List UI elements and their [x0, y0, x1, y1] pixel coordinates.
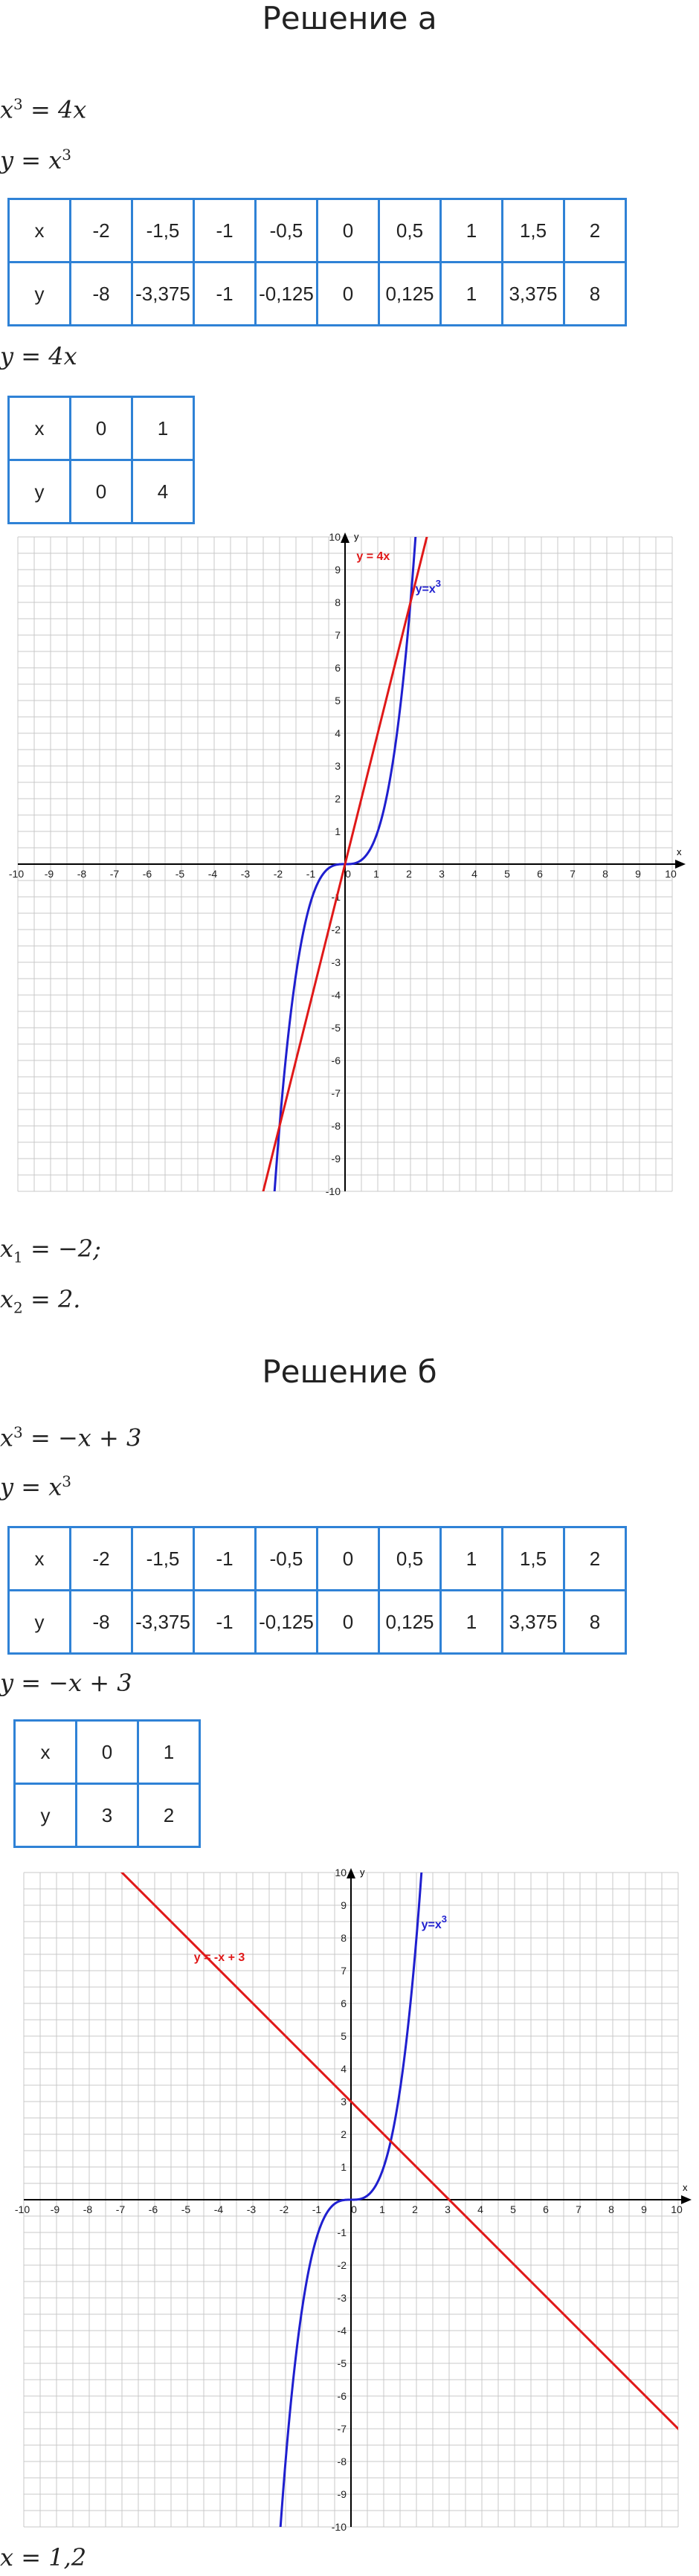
row-header-cell: x: [9, 199, 71, 263]
graph-part-a: [10, 529, 680, 1202]
function-linear-label-b: y = −x + 3: [0, 1669, 132, 1697]
table-row: [15, 1784, 200, 1847]
table-row: [9, 1527, 626, 1591]
x-tick-label: 4: [477, 2203, 483, 2215]
row-header-cell: y: [9, 460, 71, 524]
x-tick-label: -2: [279, 2203, 289, 2215]
y-tick-label: 7: [341, 1965, 347, 1977]
y-tick-label: -8: [337, 2456, 347, 2467]
table-cell: 1,5: [503, 199, 564, 263]
y-tick-label: 3: [335, 760, 341, 772]
x-tick-label: -6: [142, 868, 152, 880]
table-cell: 0: [318, 199, 379, 263]
y-tick-label: 1: [335, 825, 341, 837]
table-cell: -3,375: [132, 263, 194, 326]
table-cell: 0: [318, 1591, 379, 1654]
y-tick-label: 1: [341, 2161, 347, 2173]
table-cell: 0,125: [379, 1591, 441, 1654]
row-header-cell: x: [9, 1527, 71, 1591]
answer-x2-a: $x_2 = 2$.: [0, 1285, 81, 1317]
y-tick-label: 3: [341, 2096, 347, 2108]
x-tick-label: -10: [14, 2203, 30, 2215]
x-tick-label: 4: [471, 868, 477, 880]
y-axis-name: y: [360, 1867, 365, 1878]
table-row: [9, 1591, 626, 1654]
y-tick-label: -7: [337, 2423, 347, 2435]
table-cell: -3,375: [132, 1591, 194, 1654]
y-tick-label: -10: [325, 1185, 341, 1197]
x-tick-label: -2: [273, 868, 283, 880]
y-tick-label: 9: [335, 564, 341, 576]
table-cell: 1: [441, 263, 503, 326]
table-cell: -8: [71, 263, 132, 326]
y-tick-label: -1: [331, 891, 341, 903]
x-tick-label: -4: [213, 2203, 224, 2215]
table-cell: 1: [138, 1721, 200, 1784]
table-cell: -0,125: [256, 263, 318, 326]
coordinate-plane: [10, 529, 680, 1199]
series-label: $y=x^3$: [415, 577, 441, 596]
y-tick-label: 8: [341, 1932, 347, 1944]
x-tick-label: -7: [115, 2203, 126, 2215]
graph-part-b: [16, 1865, 686, 2537]
y-tick-label: 2: [341, 2128, 347, 2140]
x-tick-label: -5: [175, 868, 185, 880]
table-cell: -0,5: [256, 1527, 318, 1591]
x-tick-label: 2: [406, 868, 412, 880]
series-label-exponent: 3: [435, 577, 441, 589]
x-tick-label: 3: [439, 868, 445, 880]
table-cell: 0,5: [379, 1527, 441, 1591]
x-tick-label: -8: [83, 2203, 93, 2215]
table-cell: -0,5: [256, 199, 318, 263]
table-cell: 0,125: [379, 263, 441, 326]
value-table-linear-a: [7, 396, 195, 524]
table-cell: 0,5: [379, 199, 441, 263]
y-tick-label: 5: [341, 2030, 347, 2042]
y-tick-label: -2: [331, 924, 341, 936]
table-cell: 2: [564, 1527, 626, 1591]
table-cell: 3: [77, 1784, 138, 1847]
y-tick-label: 8: [335, 596, 341, 608]
y-tick-label: -4: [331, 989, 341, 1001]
table-cell: -1: [194, 263, 256, 326]
y-tick-label: -4: [337, 2325, 347, 2337]
table-cell: 1: [441, 199, 503, 263]
x-axis-name: x: [677, 846, 682, 857]
x-tick-label: 10: [671, 2203, 683, 2215]
heading-part-b: Решение б: [262, 1353, 437, 1390]
equation-part-b: $x^3 = -x + 3$: [0, 1423, 142, 1452]
y-tick-label: -10: [331, 2521, 347, 2533]
x-axis-arrow: [681, 2195, 692, 2204]
y-tick-label: -9: [337, 2488, 347, 2500]
x-tick-label: 10: [665, 868, 677, 880]
y-tick-label: 10: [329, 531, 341, 543]
x-tick-label: -9: [50, 2203, 60, 2215]
y-tick-label: 2: [335, 793, 341, 805]
x-tick-label: -5: [181, 2203, 191, 2215]
value-table-cube-a: [7, 198, 627, 326]
value-table-cube-b: [7, 1526, 627, 1655]
y-tick-label: 6: [335, 662, 341, 674]
y-tick-label: 4: [335, 727, 341, 739]
table-cell: 2: [564, 199, 626, 263]
x-tick-label: 7: [570, 868, 576, 880]
table-row: [15, 1721, 200, 1784]
x-tick-label: 0: [351, 2203, 357, 2215]
table-cell: 1: [132, 397, 194, 460]
y-tick-label: 9: [341, 1899, 347, 1911]
table-cell: -1,5: [132, 1527, 194, 1591]
y-tick-label: -6: [337, 2390, 347, 2402]
heading-part-a: Решение а: [262, 0, 437, 36]
y-axis-arrow: [341, 532, 350, 543]
table-cell: -2: [71, 199, 132, 263]
coordinate-plane: [16, 1865, 686, 2534]
row-header-cell: y: [9, 263, 71, 326]
x-tick-label: -7: [109, 868, 120, 880]
answer-b: x = 1,2: [0, 2543, 87, 2572]
table-cell: 4: [132, 460, 194, 524]
x-tick-label: -3: [246, 2203, 257, 2215]
table-row: [9, 460, 194, 524]
y-tick-label: -7: [331, 1087, 341, 1099]
y-axis-name: y: [354, 531, 359, 542]
y-tick-label: -8: [331, 1120, 341, 1132]
x-tick-label: 5: [504, 868, 510, 880]
x-axis-name: x: [683, 2182, 688, 2193]
table-cell: 3,375: [503, 263, 564, 326]
function-linear-label-a: y = 4x: [0, 342, 77, 370]
answer-x1-a: $x_1 = -2$;: [0, 1234, 101, 1266]
table-cell: -8: [71, 1591, 132, 1654]
y-tick-label: 4: [341, 2063, 347, 2075]
table-cell: -1: [194, 199, 256, 263]
y-tick-label: -3: [331, 956, 341, 968]
table-cell: 8: [564, 263, 626, 326]
y-tick-label: -9: [331, 1153, 341, 1165]
table-cell: -1: [194, 1527, 256, 1591]
table-cell: 1,5: [503, 1527, 564, 1591]
x-tick-label: -6: [148, 2203, 158, 2215]
x-tick-label: 9: [635, 868, 641, 880]
table-cell: 1: [441, 1591, 503, 1654]
x-tick-label: 2: [412, 2203, 418, 2215]
x-tick-label: 1: [373, 868, 379, 880]
x-tick-label: 5: [510, 2203, 516, 2215]
y-tick-label: 6: [341, 1997, 347, 2009]
x-tick-label: 9: [641, 2203, 647, 2215]
x-tick-label: -10: [8, 868, 25, 880]
x-tick-label: 3: [445, 2203, 451, 2215]
x-tick-label: -1: [312, 2203, 322, 2215]
function-cube-label-b: $y = x^3$: [0, 1472, 72, 1501]
table-cell: -2: [71, 1527, 132, 1591]
row-header-cell: x: [15, 1721, 77, 1784]
y-tick-label: 7: [335, 629, 341, 641]
series-label: $y=x^3$: [421, 1913, 447, 1931]
function-cube-label-a: $y = x^3$: [0, 146, 72, 175]
x-tick-label: 8: [608, 2203, 614, 2215]
row-header-cell: y: [9, 1591, 71, 1654]
table-cell: -0,125: [256, 1591, 318, 1654]
x-tick-label: -3: [240, 868, 251, 880]
x-tick-label: 0: [345, 868, 351, 880]
x-tick-label: 8: [602, 868, 608, 880]
table-cell: -1: [194, 1591, 256, 1654]
table-row: [9, 397, 194, 460]
table-cell: 8: [564, 1591, 626, 1654]
y-tick-label: -2: [337, 2259, 347, 2271]
equation-part-a: $x^3 = 4x$: [0, 95, 87, 124]
table-cell: 3,375: [503, 1591, 564, 1654]
table-row: [9, 199, 626, 263]
series-label: y = 4x: [356, 550, 390, 563]
x-tick-label: 7: [576, 2203, 582, 2215]
y-tick-label: -5: [331, 1022, 341, 1034]
series-label-exponent: 3: [441, 1913, 447, 1925]
table-cell: 2: [138, 1784, 200, 1847]
y-tick-label: -6: [331, 1054, 341, 1066]
value-table-linear-b: [13, 1719, 201, 1848]
y-axis-arrow: [347, 1868, 355, 1878]
table-cell: 0: [318, 1527, 379, 1591]
table-cell: 0: [77, 1721, 138, 1784]
x-tick-label: 1: [379, 2203, 385, 2215]
row-header-cell: x: [9, 397, 71, 460]
y-tick-label: -5: [337, 2357, 347, 2369]
y-tick-label: 10: [335, 1867, 347, 1878]
table-cell: 0: [71, 397, 132, 460]
table-cell: 0: [71, 460, 132, 524]
series-label: y = -x + 3: [193, 1951, 245, 1964]
y-tick-label: 5: [335, 695, 341, 706]
row-header-cell: y: [15, 1784, 77, 1847]
x-tick-label: -8: [77, 868, 87, 880]
x-tick-label: 6: [537, 868, 543, 880]
table-cell: 0: [318, 263, 379, 326]
x-tick-label: -1: [306, 868, 316, 880]
x-axis-arrow: [675, 860, 686, 869]
table-row: [9, 263, 626, 326]
x-tick-label: -4: [207, 868, 218, 880]
table-cell: 1: [441, 1527, 503, 1591]
table-cell: -1,5: [132, 199, 194, 263]
y-tick-label: -3: [337, 2292, 347, 2304]
x-tick-label: 6: [543, 2203, 549, 2215]
y-tick-label: -1: [337, 2226, 347, 2238]
x-tick-label: -9: [44, 868, 54, 880]
